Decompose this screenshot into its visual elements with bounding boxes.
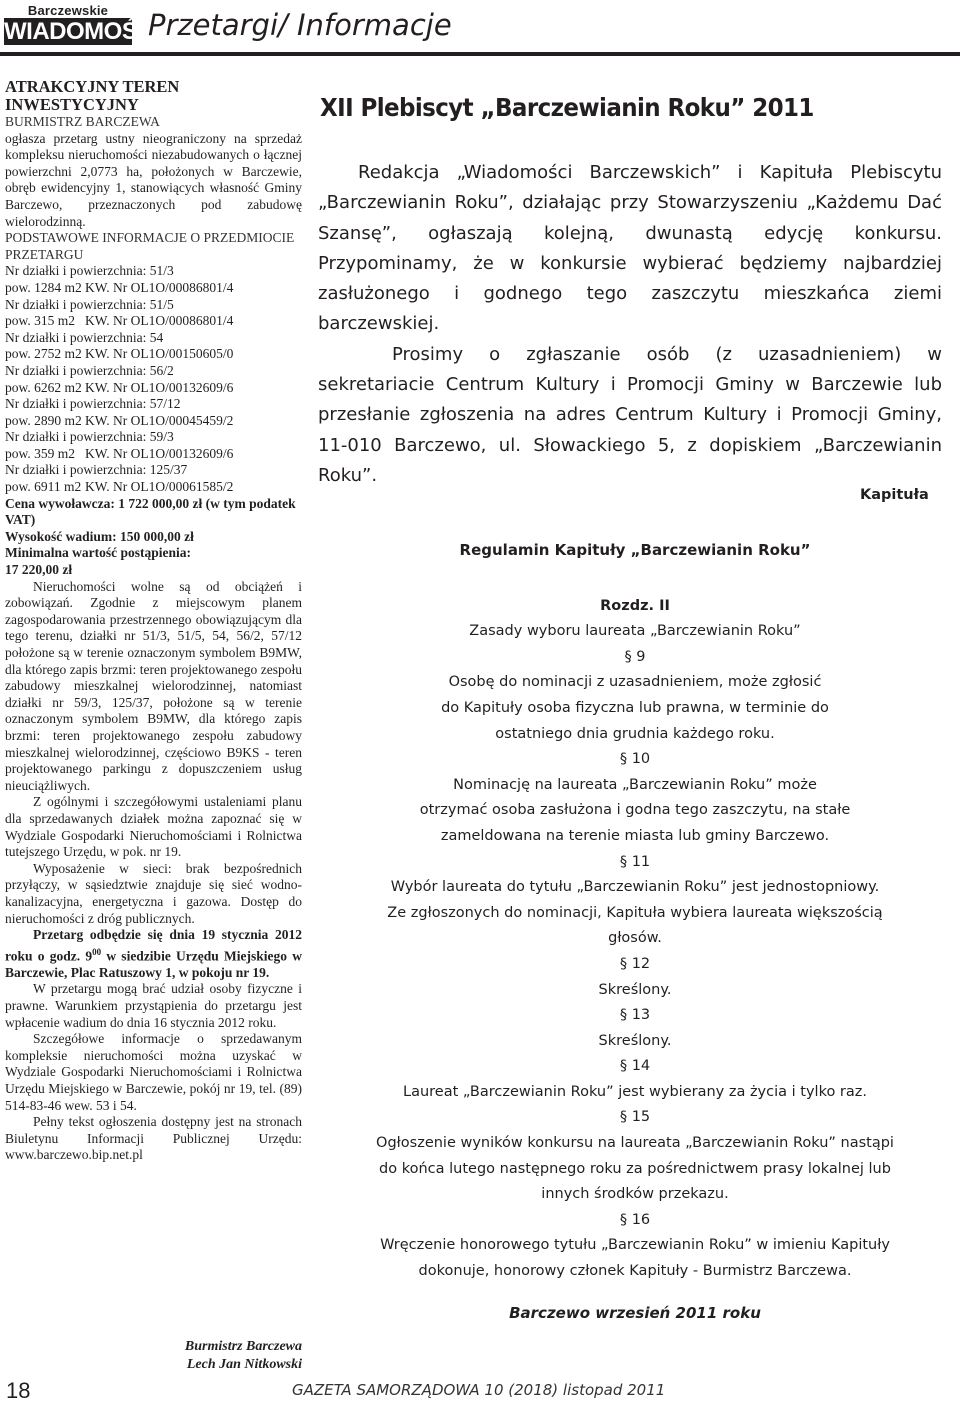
auction-date-paragraph: Przetarg odbędzie się dnia 19 stycznia 2012 roku o godz. $9^{00}$ w siedzibie Urzędu Miejskiego w Barczewie, Plac Ratuszowy 1, w pokoju nr 19. <box>5 927 302 980</box>
intro-signature: Kapituła <box>860 487 929 503</box>
plot-area-kw: pow. 359 m2 KW. Nr OL1O/00132609/6 <box>5 445 234 461</box>
plot-area-kw: pow. 2890 m2 KW. Nr OL1O/00045459/2 <box>5 412 234 428</box>
regulation-line: Ogłoszenie wyników konkursu na laureata „Barczewianin Roku” nastąpi <box>376 1135 894 1152</box>
participants-paragraph: W przetargu mogą brać udział osoby fizyczne i prawne. Warunkiem przystąpienia do przetargu jest wpłacenie wadium do dnia 16 stycznia 2012 roku. <box>5 981 302 1030</box>
regulation-line: głosów. <box>608 930 662 947</box>
mayor-signature <box>140 1338 302 1374</box>
regulation-line: ostatniego dnia grudnia każdego roku. <box>495 725 775 742</box>
page-number: 18 <box>6 1378 31 1403</box>
plot-label: Nr działki i powierzchnia: 56/2 <box>5 362 174 378</box>
regulations-title: Regulamin Kapituły „Barczewianin Roku” <box>459 541 811 559</box>
regulation-section: § 15 <box>619 1109 651 1126</box>
plot-item <box>5 429 302 462</box>
min-increment-value: 17 220,00 zł <box>5 562 73 578</box>
tender-notice <box>5 78 302 1164</box>
plot-label: Nr działki i powierzchnia: 125/37 <box>5 462 188 478</box>
regulation-section: § 16 <box>619 1211 651 1228</box>
plot-item <box>5 462 302 495</box>
notice-headline-2: INWESTYCYJNY <box>5 95 139 114</box>
signature-title: Burmistrz Barczewa <box>184 1339 302 1354</box>
plot-area-kw: pow. 6911 m2 KW. Nr OL1O/00061585/2 <box>5 479 234 495</box>
plot-label: Nr działki i powierzchnia: 51/3 <box>5 263 174 279</box>
regulation-line: Wręczenie honorowego tytułu „Barczewianin Roku” w imieniu Kapituły <box>380 1237 890 1254</box>
plot-area-kw: pow. 315 m2 KW. Nr OL1O/00086801/4 <box>5 313 234 329</box>
intro-paragraph-1: Redakcja „Wiadomości Barczewskich” i Kapituła Plebiscytu „Barczewianin Roku”, działając przy Stowarzyszeniu „Każdemu Dać Szansę”, ogłaszają kolejną, dwunastą edycję konkursu. Przypominamy, że w konkursie wybierać będziemy najbardziej zasłużonego i godnego tego zaszczytu mieszkańca ziemi barczewskiej. <box>318 162 942 335</box>
logo-top-text: Barczewskie <box>27 3 109 18</box>
notice-announcement: ogłasza przetarg ustny nieograniczony na sprzedaż kompleksu nieruchomości niezabudowanych o łącznej powierzchni 2,0773 ha, położonych w Barczewie, obręb ewidencyjny 1, stanowiących własność Gminy Barczewo, przeznaczonych pod zabudowę wielorodzinną. <box>5 130 302 229</box>
regulation-line: do Kapituły osoba fizyczna lub prawna, w terminie do <box>441 699 829 716</box>
regulation-line: Nominację na laureata „Barczewianin Roku” może <box>453 776 817 793</box>
regulation-line: Laureat „Barczewianin Roku” jest wybierany za życia i tylko raz. <box>403 1083 867 1100</box>
masthead-logo <box>4 3 161 46</box>
regulation-section: § 12 <box>619 955 651 972</box>
regulation-line: Osobę do nominacji z uzasadnieniem, może zgłosić <box>448 674 822 691</box>
regulation-section: § 9 <box>624 648 646 665</box>
utilities-paragraph: Wyposażenie w sieci: brak bezpośrednich przyłączy, w sąsiedztwie znajduje się sieć wodno-kanalizacyjna, energetyczna i gazowa. Dostęp do nieruchomości z dróg publicznych. <box>5 860 302 926</box>
plot-label: Nr działki i powierzchnia: 59/3 <box>5 429 174 445</box>
section-title: Przetargi/ Informacje <box>148 8 452 42</box>
regulation-section: § 13 <box>619 1007 651 1024</box>
regulation-line: innych środków przekazu. <box>541 1186 729 1203</box>
plot-item <box>5 330 302 363</box>
regulation-line: do końca lutego następnego roku za pośrednictwem prasy lokalnej lub <box>379 1160 891 1177</box>
header-rule <box>0 52 960 56</box>
regulation-section: § 14 <box>619 1058 651 1075</box>
basic-info-heading: PODSTAWOWE INFORMACJE O PRZEDMIOCIE PRZETARGU <box>5 230 295 262</box>
regulation-line: otrzymać osoba zasłużona i godna tego zaszczytu, na stałe <box>419 802 851 819</box>
regulation-line: dokonuje, honorowy członek Kapituły - Burmistrz Barczewa. <box>418 1263 852 1280</box>
logo-main-text: WIADOMOŚCI <box>4 18 161 45</box>
plot-label: Nr działki i powierzchnia: 57/12 <box>5 396 181 412</box>
plot-item <box>5 396 302 429</box>
intro-paragraph-2: Prosimy o zgłaszanie osób (z uzasadnieniem) w sekretariacie Centrum Kultury i Promocji Gminy w Barczewie lub przesłanie zgłoszenia na adres Centrum Kultury i Promocji Gminy, 11-010 Barczewo, ul. Słowackiego 5, z dopiskiem „Barczewianin Roku”. <box>318 343 942 486</box>
regulations <box>318 538 952 1285</box>
regulation-line: Skreślony. <box>598 981 672 998</box>
contact-paragraph: Szczegółowe informacje o sprzedawanym kompleksie nieruchomości można uzyskać w Wydziale Gospodarki Nieruchomościami i Rolnictwa Urzędu Miejskiego w Barczewie, pokój nr 19, tel. (89) 514-83-46 wew. 53 i 54. <box>5 1031 302 1113</box>
plot-label: Nr działki i powierzchnia: 51/5 <box>5 296 174 312</box>
regulation-line: Skreślony. <box>598 1032 672 1049</box>
regulation-line: Ze zgłoszonych do nominacji, Kapituła wybiera laureata większością <box>387 904 883 921</box>
regulation-line: Wybór laureata do tytułu „Barczewianin Roku” jest jednostopniowy. <box>390 879 880 896</box>
regulation-line: zameldowana na terenie miasta lub gminy Barczewo. <box>440 827 830 844</box>
plot-item <box>5 297 302 330</box>
plot-area-kw: pow. 6262 m2 KW. Nr OL1O/00132609/6 <box>5 379 234 395</box>
regulation-chapter: Rozdz. II <box>600 597 670 614</box>
signature-name: Lech Jan Nitkowski <box>186 1357 302 1372</box>
plot-item <box>5 263 302 296</box>
plot-area-kw: pow. 2752 m2 KW. Nr OL1O/00150605/0 <box>5 346 234 362</box>
deposit-amount: Wysokość wadium: 150 000,00 zł <box>5 528 194 544</box>
plan-details-paragraph: Z ogólnymi i szczegółowymi ustaleniami planu dla sprzedawanych działek można zapoznać się w Wydziale Gospodarki Nieruchomościami i Rolnictwa tutejszego Urzędu, w pok. nr 19. <box>5 794 302 860</box>
plebiscite-title: XII Plebiscyt „Barczewianin Roku” 2011 <box>320 94 814 123</box>
notice-headline-1: ATRAKCYJNY TEREN <box>5 77 180 96</box>
publication-footer: GAZETA SAMORZĄDOWA 10 (2018) listopad 2011 <box>292 1381 666 1399</box>
regulation-section: § 11 <box>619 853 651 870</box>
encumbrance-paragraph: Nieruchomości wolne są od obciążeń i zobowiązań. Zgodnie z miejscowym planem zagospodarowania przestrzennego obowiązującym dla tego terenu, działki nr 51/3, 51/5, 54, 56/2, 57/12 położone są w terenie oznaczonym symbolem B9MW, dla którego zapis brzmi: teren projektowanego zespołu zabudowy mieszkalnej wielorodzinnej, natomiast działki nr 59/3, 125/37, położone są w terenie oznaczonym symbolem B9MW, dla którego zapis brzmi: teren projektowanego zespołu zabudowy mieszkalnej wielorodzinnej, częściowo B9KS - teren projektowanego parkingu z dopuszczeniem usług nieuciążliwych. <box>5 578 302 793</box>
plebiscite-intro <box>318 158 942 491</box>
plot-label: Nr działki i powierzchnia: 54 <box>5 329 164 345</box>
notice-issuer: BURMISTRZ BARCZEWA <box>5 114 160 129</box>
plot-area-kw: pow. 1284 m2 KW. Nr OL1O/00086801/4 <box>5 279 234 295</box>
min-increment-label: Minimalna wartość postąpienia: <box>5 545 192 561</box>
starting-price: Cena wywoławcza: 1 722 000,00 zł (w tym podatek VAT) <box>5 495 296 528</box>
bip-paragraph: Pełny tekst ogłoszenia dostępny jest na stronach Biuletynu Informacji Publicznej Urzędu: www.barczewo.bip.net.pl <box>5 1114 302 1163</box>
plot-item <box>5 363 302 396</box>
closing-date: Barczewo wrzesień 2011 roku <box>509 1304 761 1322</box>
plot-list <box>5 263 302 495</box>
regulation-section: § 10 <box>619 751 651 768</box>
regulation-line: Zasady wyboru laureata „Barczewianin Roku” <box>469 623 801 640</box>
